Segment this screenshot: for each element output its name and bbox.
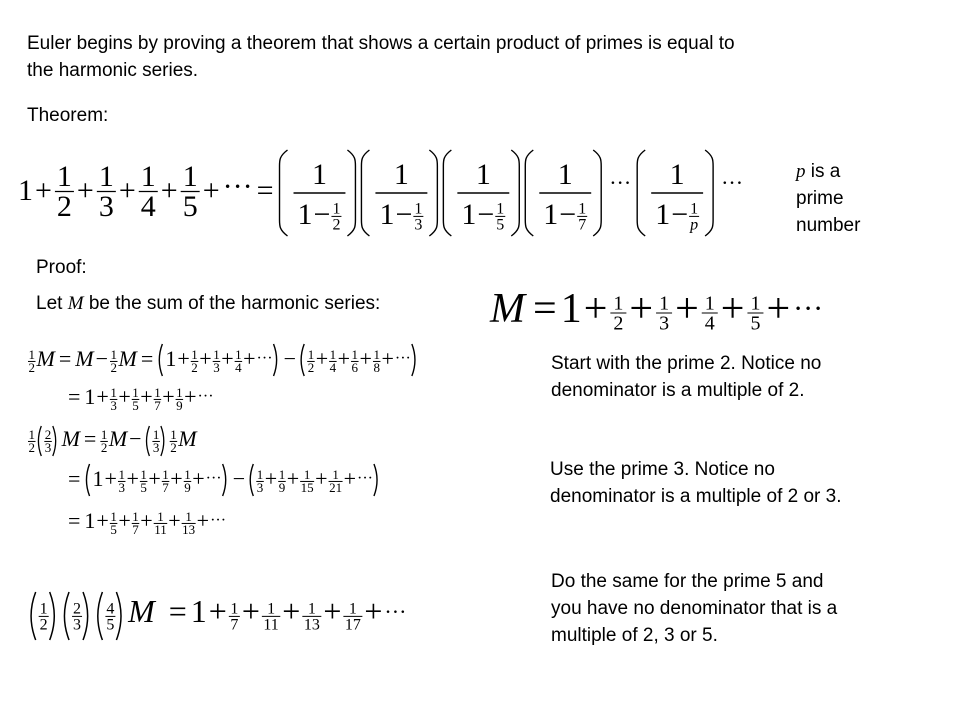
plus-sign: +	[199, 346, 212, 371]
step3-half-denominator: 2	[100, 440, 108, 456]
plus-sign: +	[343, 466, 356, 491]
plus-sign: +	[160, 174, 178, 207]
step2-series-b-fraction-denominator: 4	[329, 360, 337, 376]
minus-sign: −	[395, 198, 413, 231]
step3-close-paren	[161, 426, 164, 456]
step3-result-fraction-denominator: 11	[154, 522, 167, 538]
step2-result-fraction-denominator: 5	[132, 398, 139, 414]
note-prime-2	[551, 350, 821, 404]
plus-sign: +	[177, 346, 190, 371]
step3-half-numerator: 1	[28, 427, 35, 443]
step3-open-paren	[38, 426, 41, 456]
plus-sign: +	[76, 174, 94, 207]
step3-series-b-fraction-denominator: 15	[300, 480, 314, 496]
equals-sign: =	[58, 346, 72, 371]
step2-result-fraction-numerator: 1	[176, 385, 183, 401]
factor-small-fraction-0-denominator: 2	[332, 216, 341, 234]
step3-half-numerator: 1	[100, 427, 108, 443]
theorem-note	[796, 158, 860, 239]
note-prime-5-line-3: multiple of 2, 3 or 5.	[551, 625, 718, 646]
step3-series-b-fraction-denominator: 9	[278, 480, 286, 496]
step5-result-fraction-numerator: 1	[230, 600, 239, 618]
step2-result-fraction-denominator: 3	[110, 398, 117, 414]
harmonic-fraction-denominator: 3	[659, 312, 670, 335]
harmonic-fraction-numerator: 1	[613, 292, 624, 315]
step2-series-a-fraction-denominator: 2	[191, 360, 198, 376]
plus-sign: +	[720, 286, 745, 332]
step3-half-denominator: 2	[28, 440, 35, 456]
step2-half-numerator: 1	[28, 347, 35, 363]
ellipsis: ···	[197, 388, 214, 405]
step3-third-numerator: 1	[152, 427, 160, 443]
plus-sign: +	[629, 286, 654, 332]
factor-small-fraction-1-numerator: 1	[414, 200, 423, 218]
step3-open-paren	[250, 464, 253, 496]
step5-result-fraction-numerator: 1	[267, 600, 276, 618]
step2-result-fraction-denominator: 9	[176, 398, 183, 414]
theorem-lhs-fraction-numerator: 1	[140, 160, 156, 194]
step2-result-fraction-numerator: 1	[110, 385, 117, 401]
theorem-lhs-fraction-numerator: 1	[182, 160, 198, 194]
step5-open-paren	[64, 592, 69, 640]
theorem-factor-open-paren	[525, 150, 533, 236]
theorem-lhs-fraction-denominator: 3	[98, 190, 114, 224]
step2-one: 1	[165, 346, 177, 371]
step2-M: M	[75, 346, 94, 371]
ellipsis: ···	[256, 350, 273, 367]
plus-sign: +	[168, 508, 181, 533]
plus-sign: +	[381, 346, 394, 371]
step2-result-fraction-numerator: 1	[132, 385, 139, 401]
step3-M: M	[108, 426, 128, 451]
plus-sign: +	[264, 466, 278, 491]
step3-series-a-fraction-numerator: 1	[162, 467, 169, 483]
theorem-note-line-1: is a	[810, 161, 841, 182]
plus-sign: +	[583, 286, 608, 332]
step5-open-paren	[98, 592, 103, 640]
plus-sign: +	[221, 346, 234, 371]
theorem-lhs-fraction-denominator: 4	[140, 190, 156, 224]
factor-small-fraction-1-denominator: 3	[414, 216, 423, 234]
plus-sign: +	[315, 346, 329, 371]
ellipsis: ···	[721, 170, 744, 195]
step-prime-5-equation	[28, 582, 498, 648]
step3-series-b-fraction-numerator: 1	[256, 467, 264, 483]
theorem-note-var: p	[796, 161, 806, 182]
theorem-factor-open-paren	[443, 150, 451, 236]
step2-series-b-fraction-numerator: 1	[307, 347, 315, 363]
step3-close-paren	[374, 464, 377, 496]
step2-close-paren	[274, 344, 277, 376]
plus-sign: +	[170, 466, 183, 491]
step5-result-fraction-denominator: 17	[344, 616, 361, 634]
ellipsis: ···	[205, 470, 222, 487]
factor-denom-one: 1	[461, 198, 477, 231]
ellipsis: ···	[210, 512, 227, 529]
factor-denom-one: 1	[379, 198, 395, 231]
harmonic-fraction-denominator: 4	[704, 312, 715, 335]
factor-denom-one: 1	[655, 198, 671, 231]
factor-small-fraction-3-numerator: 1	[578, 200, 587, 218]
harmonic-equation	[490, 278, 890, 344]
step2-M: M	[36, 346, 55, 371]
step2-series-b-fraction-numerator: 1	[329, 347, 337, 363]
step5-result-fraction-denominator: 13	[303, 616, 320, 634]
plus-sign: +	[162, 384, 175, 409]
step3-M: M	[61, 426, 80, 451]
ellipsis: ···	[609, 170, 632, 195]
step-prime-3-equation	[28, 422, 528, 540]
plus-sign: +	[315, 466, 328, 491]
step3-series-a-fraction-numerator: 1	[140, 467, 147, 483]
intro-line-1: Euler begins by proving a theorem that shows a certain product of primes is equal to	[27, 33, 735, 54]
step3-one: 1	[84, 508, 96, 533]
step3-open-paren	[86, 464, 89, 496]
step3-result-fraction-numerator: 1	[132, 509, 139, 525]
let-line-post: be the sum of the harmonic series:	[88, 293, 381, 314]
theorem-lhs-fraction-numerator: 1	[56, 160, 72, 194]
step3-series-b-fraction-denominator: 21	[329, 480, 343, 496]
plus-sign: +	[96, 384, 109, 409]
step5-close-paren	[50, 592, 55, 640]
plus-sign: +	[118, 508, 131, 533]
note-prime-5	[551, 568, 837, 649]
minus-sign: −	[232, 466, 246, 491]
step-prime-2-equation	[28, 342, 528, 414]
step2-series-a-fraction-denominator: 3	[213, 360, 220, 376]
equals-sign: =	[533, 286, 557, 332]
step3-result-fraction-numerator: 1	[157, 509, 164, 525]
theorem-factor-open-paren	[637, 150, 645, 236]
theorem-factor-close-paren	[511, 150, 519, 236]
factor-denom-one: 1	[297, 198, 313, 231]
step3-result-fraction-denominator: 5	[110, 522, 117, 538]
step3-series-a-fraction-denominator: 3	[118, 480, 125, 496]
step5-factor-fraction-numerator: 2	[73, 600, 82, 618]
step2-series-a-fraction-numerator: 1	[213, 347, 220, 363]
step5-result-fraction-denominator: 7	[230, 616, 239, 634]
step3-half-denominator: 2	[170, 440, 177, 456]
harmonic-fraction-denominator: 5	[750, 312, 761, 335]
step2-half-numerator: 1	[110, 347, 117, 363]
factor-small-fraction-3-denominator: 7	[578, 216, 587, 234]
step2-series-a-fraction-numerator: 1	[235, 347, 242, 363]
theorem-note-line-2: prime	[796, 188, 844, 209]
plus-sign: +	[286, 466, 300, 491]
theorem-factor-close-paren	[593, 150, 601, 236]
theorem-note-line-3: number	[796, 215, 861, 236]
step3-two-thirds-denominator: 3	[44, 440, 52, 456]
step3-result-fraction-numerator: 1	[185, 509, 192, 525]
step3-result-fraction-numerator: 1	[110, 509, 117, 525]
step2-close-paren	[412, 344, 415, 376]
ellipsis: ···	[222, 170, 253, 203]
step2-open-paren	[301, 344, 304, 376]
step2-M: M	[118, 346, 137, 371]
plus-sign: +	[675, 286, 699, 332]
theorem-lhs-one: 1	[18, 174, 33, 207]
equals-sign: =	[168, 593, 187, 629]
equals-sign: =	[140, 346, 154, 371]
intro-line-2: the harmonic series.	[27, 60, 199, 81]
step3-series-b-fraction-denominator: 3	[256, 480, 264, 496]
theorem-factor-close-paren	[429, 150, 437, 236]
step3-series-b-fraction-numerator: 1	[332, 467, 339, 483]
step2-series-b-fraction-denominator: 2	[307, 360, 315, 376]
let-line-var: M	[67, 293, 84, 314]
factor-small-fraction-2-numerator: 1	[496, 200, 505, 218]
theorem-lhs-fraction-numerator: 1	[98, 160, 114, 194]
proof-label: Proof:	[36, 257, 87, 278]
plus-sign: +	[96, 508, 109, 533]
intro-paragraph	[27, 30, 735, 84]
step5-close-paren	[83, 592, 88, 640]
plus-sign: +	[282, 593, 301, 629]
step5-M: M	[128, 593, 155, 629]
plus-sign: +	[140, 384, 153, 409]
step5-result-fraction-numerator: 1	[307, 600, 316, 618]
equals-sign: =	[68, 508, 81, 533]
theorem-factor-close-paren	[705, 150, 713, 236]
plus-sign: +	[118, 174, 136, 207]
step2-series-b-fraction-numerator: 1	[351, 347, 359, 363]
step3-close-paren	[223, 464, 226, 496]
equals-sign: =	[83, 426, 97, 451]
step5-close-paren	[116, 592, 121, 640]
plus-sign: +	[192, 466, 205, 491]
factor-numerator-one: 1	[311, 158, 327, 191]
step5-factor-fraction-denominator: 5	[106, 616, 115, 634]
plus-sign: +	[104, 466, 117, 491]
step2-series-a-fraction-numerator: 1	[191, 347, 198, 363]
theorem-lhs-fraction-denominator: 5	[182, 190, 198, 224]
theorem-label: Theorem:	[27, 105, 109, 126]
step5-open-paren	[31, 592, 36, 640]
step3-third-denominator: 3	[152, 440, 160, 456]
step5-result-fraction-numerator: 1	[348, 600, 357, 618]
step5-result-fraction-denominator: 11	[263, 616, 279, 634]
plus-sign: +	[208, 593, 227, 629]
step2-half-denominator: 2	[110, 360, 117, 376]
harmonic-fraction-denominator: 2	[613, 312, 624, 335]
minus-sign: −	[559, 198, 577, 231]
step2-series-b-fraction-denominator: 8	[373, 360, 380, 376]
plus-sign: +	[196, 508, 210, 533]
step3-result-fraction-denominator: 7	[132, 522, 139, 538]
ellipsis: ···	[384, 599, 407, 624]
theorem-factor-open-paren	[280, 150, 288, 236]
factor-numerator-one: 1	[475, 158, 491, 191]
plus-sign: +	[202, 174, 220, 207]
plus-sign: +	[337, 346, 351, 371]
step3-open-paren	[147, 426, 150, 456]
plus-sign: +	[766, 286, 791, 332]
note-prime-2-line-2: denominator is a multiple of 2.	[551, 380, 805, 401]
factor-small-fraction-p-numerator: 1	[690, 200, 699, 218]
step3-one: 1	[92, 466, 104, 491]
harmonic-fraction-numerator: 1	[704, 292, 715, 315]
note-prime-3	[550, 456, 842, 510]
step3-close-paren	[53, 426, 56, 456]
ellipsis: ···	[793, 292, 824, 325]
step2-series-a-fraction-denominator: 4	[235, 360, 242, 376]
factor-small-fraction-2-denominator: 5	[496, 216, 505, 234]
minus-sign: −	[95, 346, 108, 371]
factor-small-fraction-0-numerator: 1	[332, 200, 341, 218]
theorem-factor-open-paren	[361, 150, 369, 236]
minus-sign: −	[313, 198, 331, 231]
harmonic-one: 1	[560, 286, 582, 332]
plus-sign: +	[243, 346, 256, 371]
step3-series-b-fraction-numerator: 1	[303, 467, 311, 483]
step3-two-thirds-numerator: 2	[44, 427, 52, 443]
step3-series-b-fraction-numerator: 1	[278, 467, 286, 483]
equals-sign: =	[256, 174, 274, 207]
plus-sign: +	[364, 593, 383, 629]
harmonic-M: M	[490, 286, 525, 332]
factor-denom-one: 1	[543, 198, 559, 231]
plus-sign: +	[323, 593, 342, 629]
step2-series-b-fraction-numerator: 1	[373, 347, 380, 363]
step5-one: 1	[190, 593, 207, 629]
plus-sign: +	[118, 384, 131, 409]
note-prime-2-line-1: Start with the prime 2. Notice no	[551, 353, 822, 374]
step2-result-fraction-denominator: 7	[154, 398, 161, 414]
equals-sign: =	[68, 466, 81, 491]
step2-open-paren	[159, 344, 162, 376]
note-prime-3-line-2: denominator is a multiple of 2 or 3.	[550, 486, 842, 507]
step5-factor-fraction-numerator: 1	[39, 600, 48, 618]
factor-numerator-one: 1	[669, 158, 685, 191]
theorem-lhs-fraction-denominator: 2	[56, 190, 72, 224]
factor-numerator-one: 1	[557, 158, 573, 191]
harmonic-fraction-numerator: 1	[659, 292, 670, 315]
minus-sign: −	[671, 198, 689, 231]
minus-sign: −	[283, 346, 297, 371]
step3-series-a-fraction-denominator: 9	[184, 480, 191, 496]
ellipsis: ···	[394, 350, 411, 367]
note-prime-5-line-2: you have no denominator that is a	[551, 598, 838, 619]
let-line	[36, 290, 380, 317]
theorem-equation	[18, 140, 744, 250]
step3-series-a-fraction-denominator: 7	[162, 480, 169, 496]
step3-series-a-fraction-numerator: 1	[184, 467, 191, 483]
plus-sign: +	[140, 508, 153, 533]
factor-numerator-one: 1	[393, 158, 409, 191]
equals-sign: =	[68, 384, 81, 409]
step3-M: M	[178, 426, 197, 451]
note-prime-3-line-1: Use the prime 3. Notice no	[550, 459, 775, 480]
step5-factor-fraction-denominator: 2	[39, 616, 48, 634]
plus-sign: +	[359, 346, 372, 371]
step2-result-fraction-numerator: 1	[154, 385, 161, 401]
harmonic-fraction-numerator: 1	[750, 292, 761, 315]
minus-sign: −	[129, 426, 142, 451]
step5-factor-fraction-numerator: 4	[106, 600, 115, 618]
theorem-factor-close-paren	[347, 150, 355, 236]
plus-sign: +	[126, 466, 139, 491]
step2-series-b-fraction-denominator: 6	[351, 360, 359, 376]
step3-half-numerator: 1	[170, 427, 177, 443]
step3-result-fraction-denominator: 13	[182, 522, 196, 538]
factor-small-fraction-p-denominator: p	[690, 216, 699, 234]
step2-one: 1	[84, 384, 96, 409]
note-prime-5-line-1: Do the same for the prime 5 and	[551, 571, 824, 592]
step3-series-a-fraction-denominator: 5	[140, 480, 147, 496]
plus-sign: +	[35, 174, 52, 207]
plus-sign: +	[184, 384, 197, 409]
minus-sign: −	[477, 198, 495, 231]
let-line-pre: Let	[36, 293, 63, 314]
plus-sign: +	[241, 593, 260, 629]
step2-half-denominator: 2	[28, 360, 35, 376]
step3-series-a-fraction-numerator: 1	[118, 467, 125, 483]
step5-factor-fraction-denominator: 3	[73, 616, 82, 634]
plus-sign: +	[148, 466, 161, 491]
ellipsis: ···	[356, 470, 373, 487]
